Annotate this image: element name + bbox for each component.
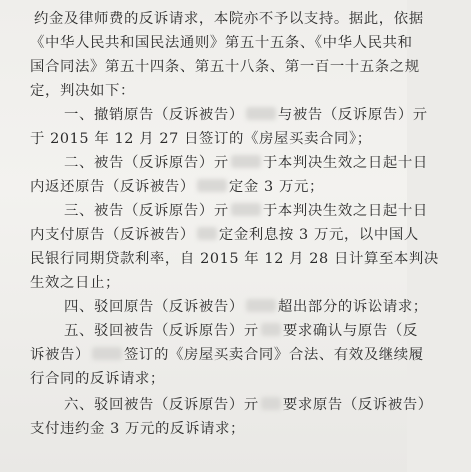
text-segment: 国合同法》第五十四条、第五十八条、第一百一十五条之规 bbox=[30, 59, 420, 75]
text-segment: 要求确认与原告（反 bbox=[282, 323, 418, 339]
text-segment: 内支付原告（反诉被告） bbox=[30, 227, 195, 243]
redaction-mark bbox=[261, 323, 281, 336]
text-segment: 生效之日止； bbox=[30, 275, 120, 291]
text-line bbox=[64, 154, 471, 172]
text-segment: 内返还原告（反诉被告） bbox=[30, 179, 195, 195]
text-line bbox=[34, 10, 441, 28]
text-segment: 约金及律师费的反诉请求，本院亦不予以支持。据此，依据 bbox=[34, 11, 424, 27]
text-segment: 《中华人民共和国民法通则》第五十五条、《中华人民共和 bbox=[30, 35, 413, 51]
text-segment: 要求原告（反诉被告） bbox=[282, 397, 433, 413]
text-segment: 定金 3 万元； bbox=[228, 179, 324, 195]
text-segment: 于本判决生效之日起十日 bbox=[262, 203, 428, 219]
text-segment: 于本判决生效之日起十日 bbox=[262, 155, 428, 171]
text-line bbox=[30, 130, 437, 148]
redaction-mark bbox=[231, 203, 261, 216]
text-line bbox=[30, 226, 437, 244]
text-line bbox=[30, 370, 437, 388]
text-line bbox=[30, 250, 437, 268]
text-segment: 签订的《房屋买卖合同》合法、有效及继续履 bbox=[123, 347, 424, 363]
redaction-mark bbox=[197, 227, 217, 240]
text-line bbox=[64, 298, 471, 316]
text-line bbox=[30, 34, 437, 52]
text-segment: 定，判决如下： bbox=[30, 83, 135, 99]
redaction-mark bbox=[231, 155, 261, 168]
text-segment: 五、驳回被告（反诉原告）亓 bbox=[64, 323, 259, 339]
text-line bbox=[30, 58, 437, 76]
text-line bbox=[64, 202, 471, 220]
text-segment: 超出部分的诉讼请求； bbox=[277, 299, 428, 315]
text-line bbox=[30, 82, 437, 100]
text-segment: 诉被告） bbox=[30, 347, 90, 363]
redaction-mark bbox=[92, 347, 122, 360]
text-segment: 于 2015 年 12 月 27 日签订的《房屋买卖合同》； bbox=[30, 131, 372, 147]
text-segment: 民银行同期贷款利率，自 2015 年 12 月 28 日计算至本判决 bbox=[30, 251, 439, 267]
text-segment: 与被告（反诉原告）亓 bbox=[277, 107, 428, 123]
redaction-mark bbox=[261, 397, 281, 410]
redaction-mark bbox=[246, 299, 276, 312]
text-segment: 支付违约金 3 万元的反诉请求； bbox=[30, 421, 245, 437]
text-segment: 一、撤销原告（反诉被告） bbox=[64, 107, 244, 123]
text-segment: 二、被告（反诉原告）亓 bbox=[64, 155, 229, 171]
text-segment: 三、被告（反诉原告）亓 bbox=[64, 203, 229, 219]
text-line bbox=[64, 106, 471, 124]
text-line bbox=[30, 178, 437, 196]
text-line bbox=[64, 322, 471, 340]
redaction-mark bbox=[197, 179, 227, 192]
text-line bbox=[30, 274, 437, 292]
text-line bbox=[30, 420, 437, 438]
redaction-mark bbox=[246, 107, 276, 120]
text-line bbox=[30, 346, 437, 364]
text-segment: 行合同的反诉请求； bbox=[30, 371, 165, 387]
text-segment: 定金利息按 3 万元，以中国人 bbox=[218, 227, 419, 243]
text-segment: 六、驳回被告（反诉原告）亓 bbox=[64, 397, 259, 413]
text-line bbox=[64, 396, 471, 414]
text-segment: 四、驳回原告（反诉被告） bbox=[64, 299, 244, 315]
